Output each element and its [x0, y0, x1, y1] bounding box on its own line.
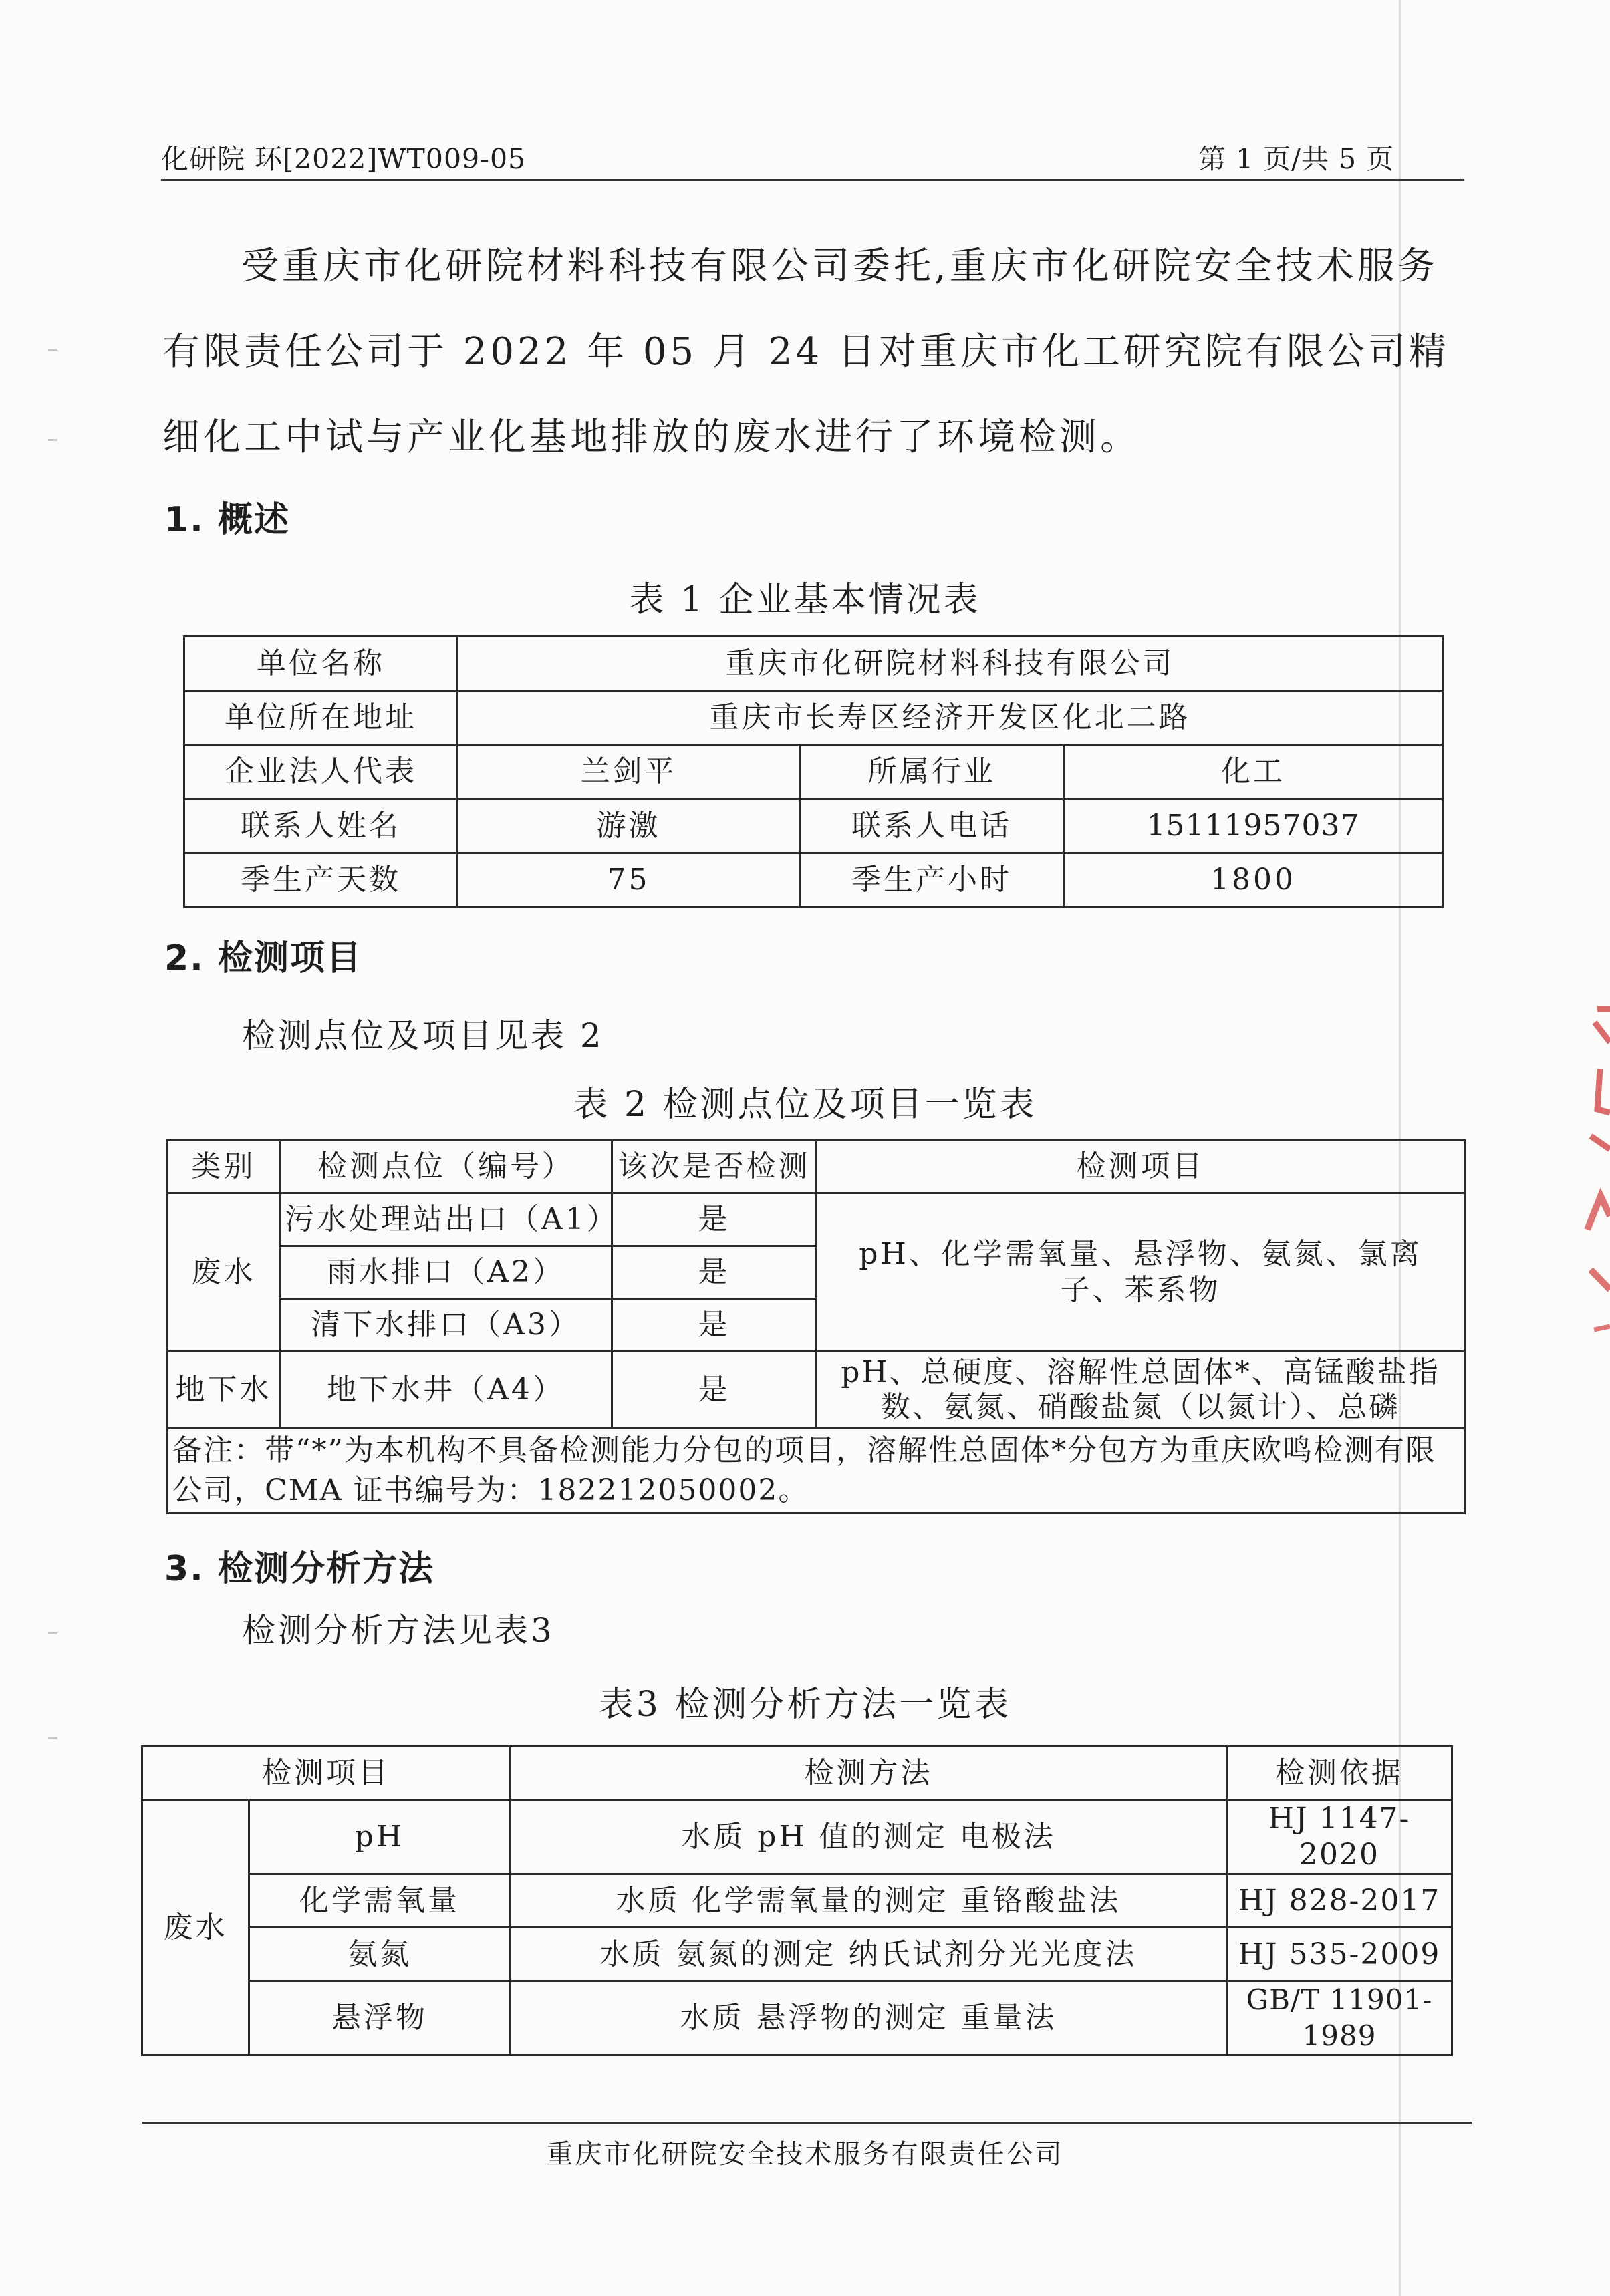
method-item: pH — [249, 1800, 511, 1874]
col-header-item: 检测项目 — [142, 1747, 511, 1800]
table3-caption: 表3 检测分析方法一览表 — [598, 1685, 1012, 1725]
tested-a3: 是 — [612, 1299, 817, 1352]
scan-mark — [48, 1632, 57, 1634]
method-basis: HJ 828-2017 — [1227, 1874, 1452, 1928]
table-row — [168, 1352, 1465, 1429]
section-heading-items: 2. 检测项目 — [164, 938, 363, 978]
method-item: 悬浮物 — [249, 1981, 511, 2055]
method-item: 氨氮 — [249, 1928, 511, 1981]
point-a4: 地下水井（A4） — [280, 1352, 612, 1429]
col-header-tested: 该次是否检测 — [612, 1141, 817, 1193]
table2-caption: 表 2 检测点位及项目一览表 — [573, 1085, 1037, 1125]
legal-rep-value: 兰剑平 — [458, 745, 800, 799]
table-header-row — [142, 1747, 1452, 1800]
unit-name-value: 重庆市化研院材料科技有限公司 — [458, 637, 1443, 691]
section2-intro: 检测点位及项目见表 2 — [242, 1016, 604, 1055]
phone-label: 联系人电话 — [800, 799, 1064, 853]
category-wastewater: 废水 — [168, 1193, 280, 1352]
wastewater-items: pH、化学需氧量、悬浮物、氨氮、氯离子、苯系物 — [817, 1193, 1465, 1352]
col-header-method: 检测方法 — [511, 1747, 1227, 1800]
method-basis: GB/T 11901-1989 — [1227, 1981, 1452, 2055]
section-heading-methods: 3. 检测分析方法 — [164, 1549, 435, 1589]
method-name: 水质 悬浮物的测定 重量法 — [511, 1981, 1227, 2055]
intro-text: 受重庆市化研院材料科技有限公司委托,重庆市化研院安全技术服务有限责任公司于 2022 年 05 月 24 日对重庆市化工研究院有限公司精细化工中试与产业化基地排放的废水进行了环境检测。 — [162, 245, 1450, 459]
table-row — [184, 799, 1443, 853]
company-info-table — [183, 635, 1444, 908]
section-heading-overview: 1. 概述 — [164, 500, 291, 540]
col-header-items: 检测项目 — [817, 1141, 1465, 1193]
footer-divider — [142, 2122, 1472, 2124]
method-basis: HJ 1147-2020 — [1227, 1800, 1452, 1874]
table-row — [168, 1429, 1465, 1514]
contact-label: 联系人姓名 — [184, 799, 458, 853]
legal-rep-label: 企业法人代表 — [184, 745, 458, 799]
production-days-value: 75 — [458, 853, 800, 907]
point-a2: 雨水排口（A2） — [280, 1246, 612, 1299]
point-a3: 清下水排口（A3） — [280, 1299, 612, 1352]
section3-intro: 检测分析方法见表3 — [242, 1611, 555, 1650]
col-header-basis: 检测依据 — [1227, 1747, 1452, 1800]
table-row — [184, 745, 1443, 799]
production-hours-label: 季生产小时 — [800, 853, 1064, 907]
footer-company: 重庆市化研院安全技术服务有限责任公司 — [546, 2139, 1064, 2170]
table2-note: 备注：带“*”为本机构不具备检测能力分包的项目，溶解性总固体*分包方为重庆欧鸣检测有限公司，CMA 证书编号为：182212050002。 — [168, 1429, 1465, 1514]
table-row — [142, 1928, 1452, 1981]
table-row — [184, 637, 1443, 691]
unit-name-label: 单位名称 — [184, 637, 458, 691]
production-hours-value: 1800 — [1064, 853, 1443, 907]
address-label: 单位所在地址 — [184, 691, 458, 745]
table-row — [184, 853, 1443, 907]
category-wastewater: 废水 — [142, 1800, 249, 2055]
table1-caption: 表 1 企业基本情况表 — [629, 580, 981, 620]
tested-a1: 是 — [612, 1193, 817, 1246]
scan-mark — [48, 439, 57, 441]
document-number: 化研院 环[2022]WT009-05 — [161, 143, 527, 175]
tested-a4: 是 — [612, 1352, 817, 1429]
point-a1: 污水处理站出口（A1） — [280, 1193, 612, 1246]
method-name: 水质 氨氮的测定 纳氏试剂分光光度法 — [511, 1928, 1227, 1981]
groundwater-items: pH、总硬度、溶解性总固体*、高锰酸盐指数、氨氮、硝酸盐氮（以氮计）、总磷 — [817, 1352, 1465, 1429]
table-row — [142, 1874, 1452, 1928]
analysis-methods-table — [141, 1745, 1453, 2056]
method-name: 水质 pH 值的测定 电极法 — [511, 1800, 1227, 1874]
phone-value: 15111957037 — [1064, 799, 1443, 853]
table-row — [168, 1193, 1465, 1246]
col-header-point: 检测点位（编号） — [280, 1141, 612, 1193]
seal-stamp — [1571, 996, 1610, 1343]
category-groundwater: 地下水 — [168, 1352, 280, 1429]
contact-value: 游激 — [458, 799, 800, 853]
industry-label: 所属行业 — [800, 745, 1064, 799]
method-item: 化学需氧量 — [249, 1874, 511, 1928]
scan-mark — [48, 349, 57, 351]
method-basis: HJ 535-2009 — [1227, 1928, 1452, 1981]
header-divider — [161, 179, 1464, 181]
scan-mark — [48, 1737, 57, 1739]
monitoring-points-table — [166, 1139, 1466, 1514]
address-value: 重庆市长寿区经济开发区化北二路 — [458, 691, 1443, 745]
table-row — [142, 1800, 1452, 1874]
industry-value: 化工 — [1064, 745, 1443, 799]
page-indicator: 第 1 页/共 5 页 — [1198, 143, 1395, 175]
col-header-category: 类别 — [168, 1141, 280, 1193]
table-row — [184, 691, 1443, 745]
table-row — [142, 1981, 1452, 2055]
table-header-row — [168, 1141, 1465, 1193]
tested-a2: 是 — [612, 1246, 817, 1299]
intro-paragraph — [162, 224, 1466, 480]
method-name: 水质 化学需氧量的测定 重铬酸盐法 — [511, 1874, 1227, 1928]
production-days-label: 季生产天数 — [184, 853, 458, 907]
